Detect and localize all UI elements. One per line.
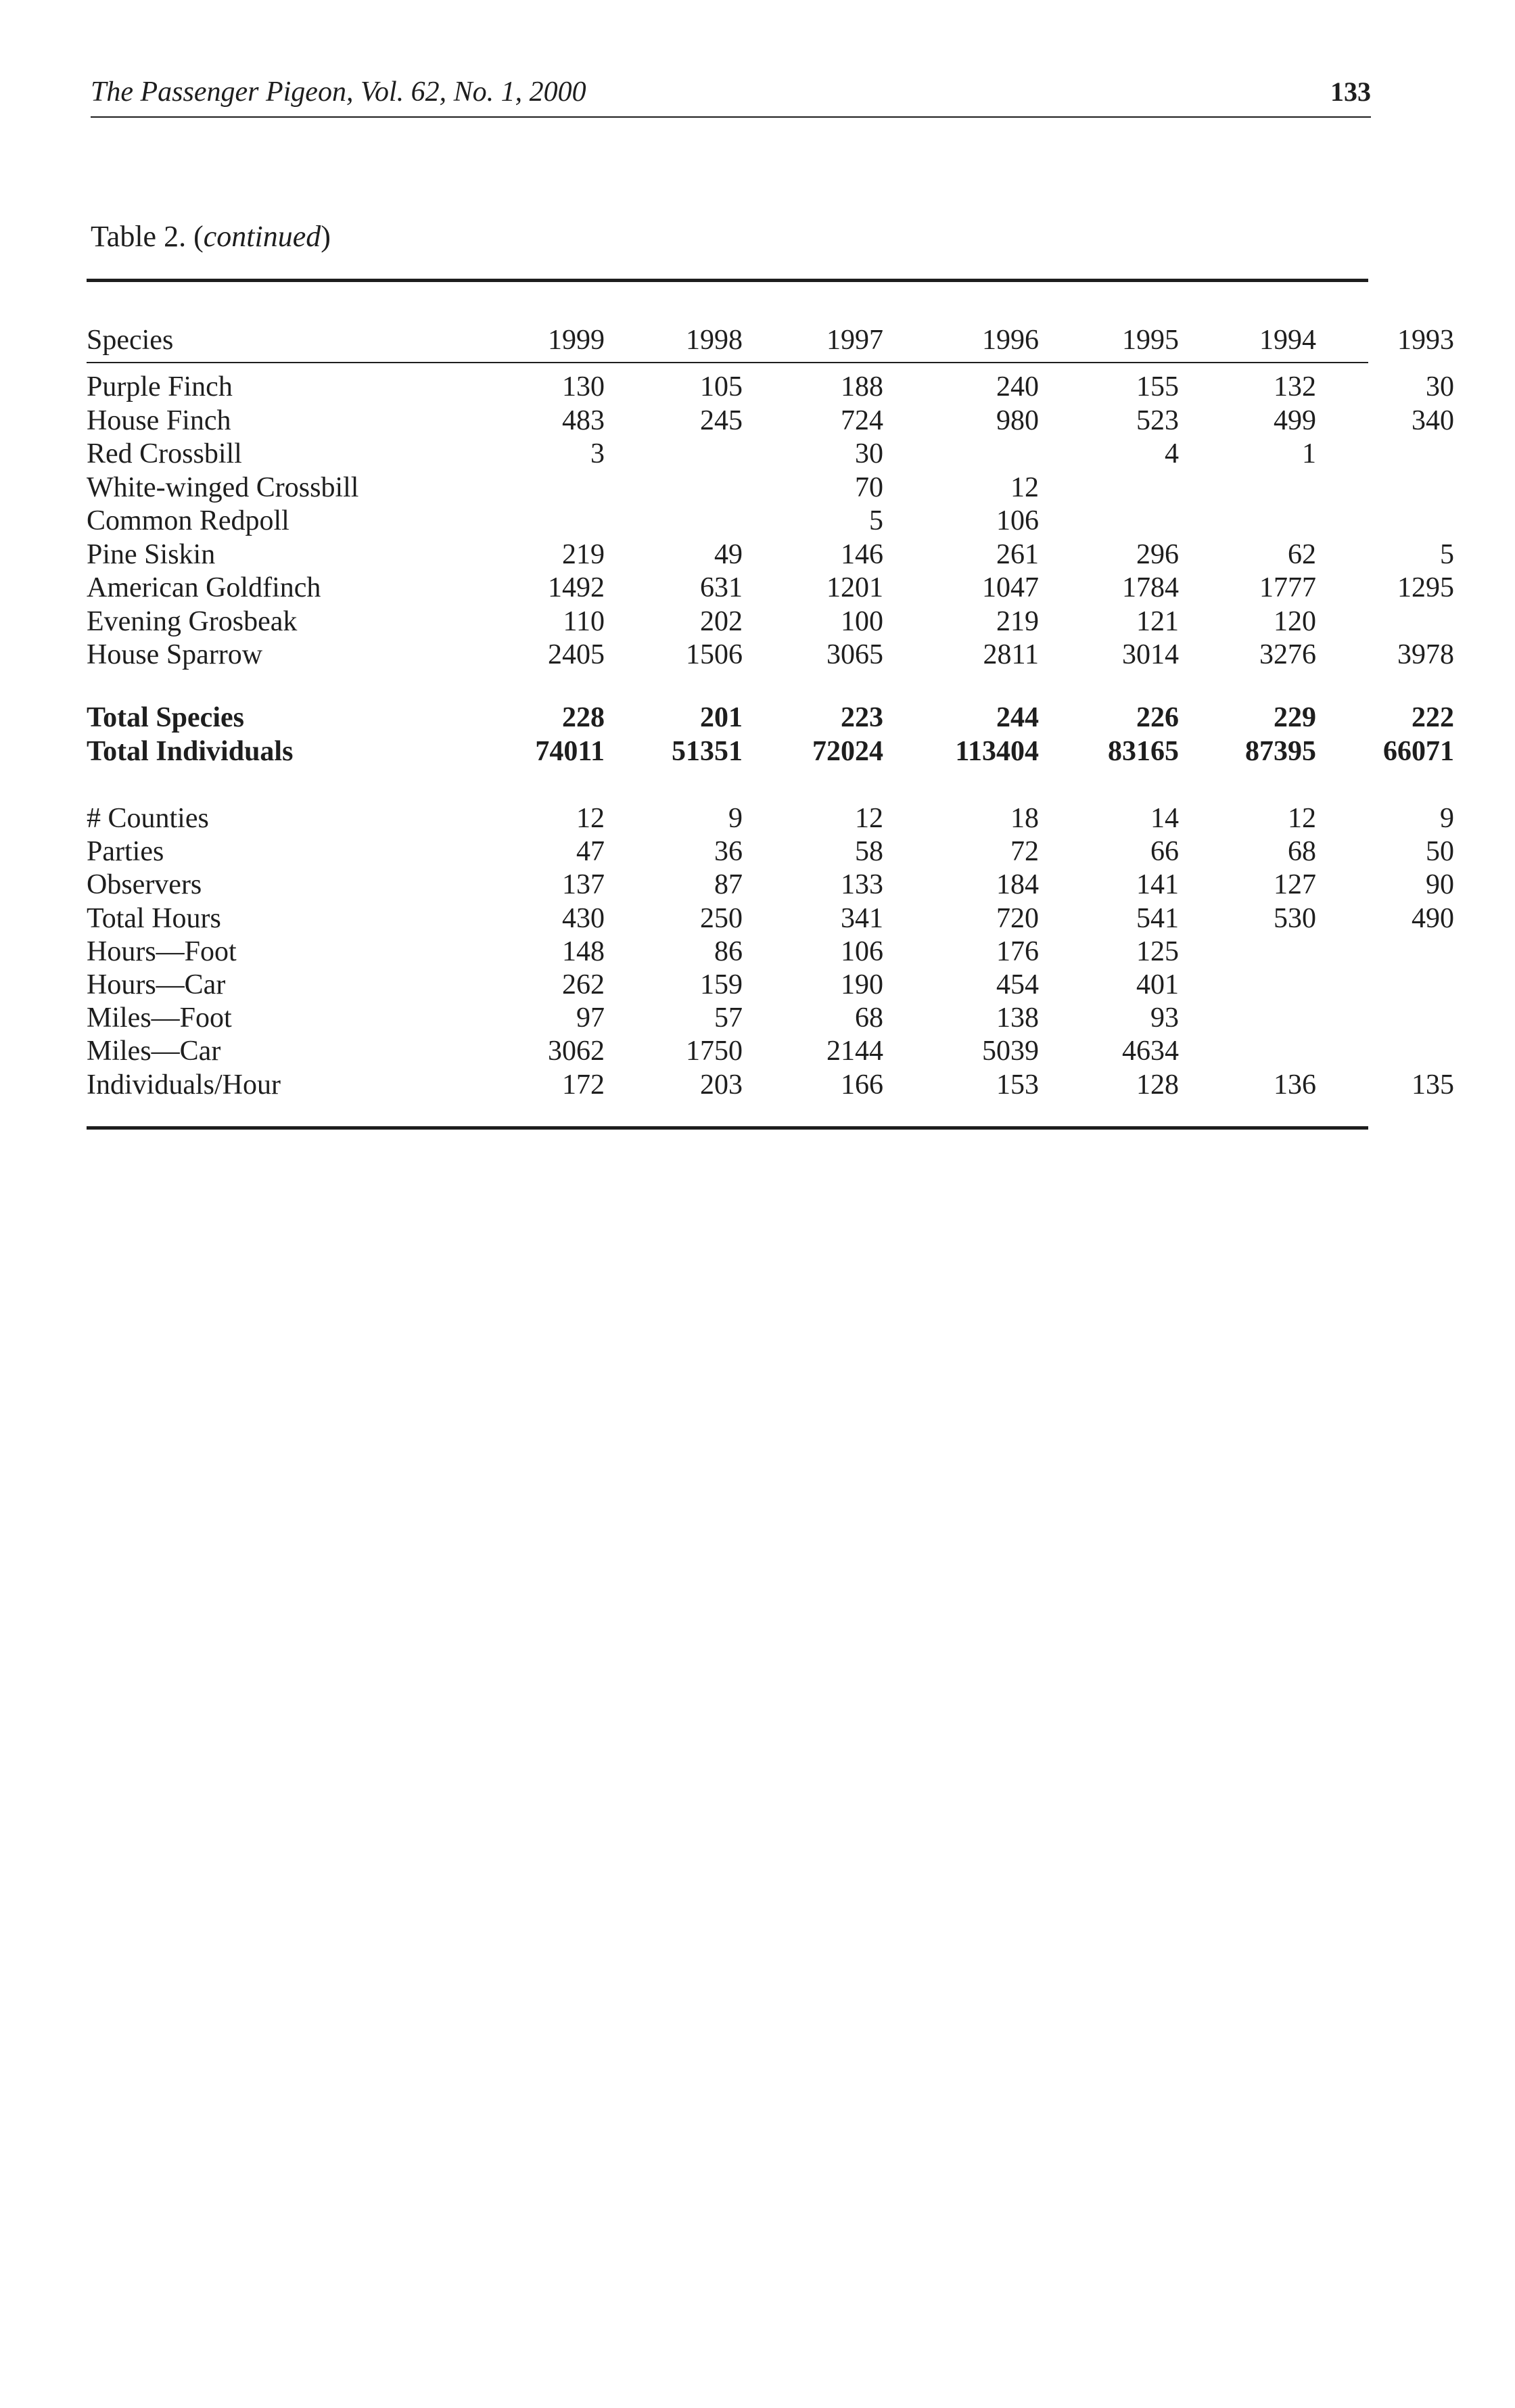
table-cell: 74011 — [535, 735, 605, 767]
caption-paren-open: ( — [193, 220, 204, 253]
column-header-1999: 1999 — [548, 325, 605, 356]
table-row — [87, 935, 1368, 969]
table-cell: 341 — [841, 902, 883, 934]
table-row — [87, 437, 1368, 471]
row-label: Parties — [87, 836, 164, 868]
table-row — [87, 605, 1368, 639]
row-label: Total Individuals — [87, 735, 294, 767]
table-row — [87, 735, 1454, 768]
table-row — [87, 638, 1454, 672]
table-cell: 490 — [1412, 902, 1454, 934]
row-label: Individuals/Hour — [87, 1069, 281, 1101]
table-cell: 1492 — [548, 572, 605, 603]
column-header-1995: 1995 — [1122, 325, 1179, 356]
row-label: White-winged Crossbill — [87, 471, 359, 503]
table-cell: 184 — [996, 869, 1039, 901]
table-cell: 137 — [562, 869, 605, 901]
table-cell: 68 — [1288, 836, 1316, 868]
table-cell: 172 — [562, 1069, 605, 1101]
table-cell: 66071 — [1383, 735, 1454, 767]
table-row — [87, 404, 1454, 438]
table-cell: 190 — [841, 969, 883, 1000]
table-row — [87, 538, 1454, 572]
table-cell: 51351 — [672, 735, 743, 767]
table-cell: 9 — [728, 803, 743, 834]
table-row — [87, 1034, 1368, 1068]
table-cell: 1201 — [826, 572, 883, 603]
table-cell: 130 — [562, 371, 605, 402]
table-row — [87, 1001, 1368, 1035]
table-cell: 66 — [1150, 836, 1179, 868]
table-cell: 250 — [700, 902, 743, 934]
table-row — [87, 471, 1368, 505]
row-label: Hours—Foot — [87, 935, 237, 967]
table-cell: 201 — [700, 702, 743, 733]
table-cell: 244 — [996, 702, 1039, 733]
table-cell: 454 — [996, 969, 1039, 1000]
table-cell: 240 — [996, 371, 1039, 402]
table-cell: 1506 — [686, 639, 743, 670]
table-cell: 30 — [1426, 371, 1454, 402]
table-cell: 12 — [1288, 803, 1316, 834]
table-cell: 146 — [841, 538, 883, 570]
caption-label: Table 2. — [91, 220, 187, 253]
column-header-1998: 1998 — [686, 325, 743, 356]
table-cell: 176 — [996, 935, 1039, 967]
table-cell: 296 — [1136, 538, 1179, 570]
table-cell: 1750 — [686, 1036, 743, 1067]
table-cell: 133 — [841, 869, 883, 901]
table-cell: 188 — [841, 371, 883, 402]
table-cell: 148 — [562, 935, 605, 967]
table-cell: 166 — [841, 1069, 883, 1101]
table-cell: 3062 — [548, 1036, 605, 1067]
table-cell: 430 — [562, 902, 605, 934]
table-cell: 483 — [562, 404, 605, 436]
column-header-1993: 1993 — [1397, 325, 1454, 356]
table-cell: 125 — [1136, 935, 1179, 967]
table-cell: 262 — [562, 969, 605, 1000]
table-caption — [91, 215, 331, 258]
table-cell: 2811 — [983, 639, 1039, 670]
table-cell: 155 — [1136, 371, 1179, 402]
table-cell: 223 — [841, 702, 883, 733]
table-cell: 4634 — [1122, 1036, 1179, 1067]
table-cell: 245 — [700, 404, 743, 436]
row-label: House Finch — [87, 404, 231, 436]
table-top-rule — [87, 279, 1368, 282]
table-cell: 203 — [700, 1069, 743, 1101]
table-cell: 128 — [1136, 1069, 1179, 1101]
table-row — [87, 701, 1454, 735]
table-cell: 5 — [869, 505, 883, 536]
running-header — [91, 68, 1371, 116]
table-cell: 87 — [714, 869, 743, 901]
page-number: 133 — [1330, 76, 1371, 107]
table-row — [87, 571, 1454, 605]
caption-paren-close: ) — [321, 220, 331, 253]
table-cell: 401 — [1136, 969, 1179, 1000]
row-label: House Sparrow — [87, 639, 263, 670]
header-underline-rule — [87, 362, 1368, 363]
table-cell: 141 — [1136, 869, 1179, 901]
journal-title: The Passenger Pigeon, Vol. 62, No. 1, 2000 — [91, 76, 586, 108]
column-header-species: Species — [87, 325, 174, 356]
table-cell: 106 — [841, 935, 883, 967]
table-cell: 153 — [996, 1069, 1039, 1101]
caption-continued: continued — [203, 220, 321, 253]
header-rule — [91, 116, 1371, 118]
row-label: Total Species — [87, 702, 244, 733]
table-cell: 541 — [1136, 902, 1179, 934]
table-cell: 110 — [563, 605, 605, 637]
table-cell: 121 — [1136, 605, 1179, 637]
table-cell: 100 — [841, 605, 883, 637]
row-label: Red Crossbill — [87, 438, 242, 469]
table-cell: 1047 — [982, 572, 1039, 603]
table-cell: 97 — [576, 1002, 605, 1034]
table-cell: 138 — [996, 1002, 1039, 1034]
table-bottom-rule — [87, 1126, 1368, 1130]
table-cell: 72 — [1010, 836, 1039, 868]
table-cell: 1784 — [1122, 572, 1179, 603]
table-cell: 720 — [996, 902, 1039, 934]
table-cell: 127 — [1274, 869, 1316, 901]
table-row — [87, 968, 1368, 1002]
table-cell: 631 — [700, 572, 743, 603]
table-cell: 70 — [855, 471, 883, 503]
table-cell: 105 — [700, 371, 743, 402]
column-header-1997: 1997 — [826, 325, 883, 356]
table-cell: 58 — [855, 836, 883, 868]
table-cell: 3 — [590, 438, 605, 469]
table-cell: 499 — [1274, 404, 1316, 436]
table-cell: 2144 — [826, 1036, 883, 1067]
row-label: Observers — [87, 869, 202, 901]
table-cell: 9 — [1440, 803, 1454, 834]
table-cell: 3276 — [1259, 639, 1316, 670]
table-cell: 340 — [1412, 404, 1454, 436]
row-label: # Counties — [87, 803, 209, 834]
table-cell: 57 — [714, 1002, 743, 1034]
table-cell: 5 — [1440, 538, 1454, 570]
row-label: Miles—Foot — [87, 1002, 232, 1034]
table-row — [87, 835, 1454, 869]
table-cell: 30 — [855, 438, 883, 469]
table-cell: 135 — [1412, 1069, 1454, 1101]
table-cell: 724 — [841, 404, 883, 436]
column-header-1996: 1996 — [982, 325, 1039, 356]
table-cell: 4 — [1165, 438, 1179, 469]
table-cell: 47 — [576, 836, 605, 868]
table-cell: 5039 — [982, 1036, 1039, 1067]
table-row — [87, 902, 1454, 935]
table-row — [87, 868, 1454, 902]
table-cell: 86 — [714, 935, 743, 967]
row-label: Evening Grosbeak — [87, 605, 298, 637]
table-cell: 132 — [1274, 371, 1316, 402]
table-row — [87, 504, 1368, 538]
table-cell: 2405 — [548, 639, 605, 670]
row-label: Pine Siskin — [87, 538, 216, 570]
table-cell: 1 — [1302, 438, 1316, 469]
table-cell: 36 — [714, 836, 743, 868]
table-cell: 1777 — [1259, 572, 1316, 603]
table-cell: 228 — [562, 702, 605, 733]
table-cell: 50 — [1426, 836, 1454, 868]
table-row — [87, 802, 1454, 835]
table-cell: 202 — [700, 605, 743, 637]
table-cell: 136 — [1274, 1069, 1316, 1101]
table-cell: 72024 — [812, 735, 883, 767]
table-cell: 530 — [1274, 902, 1316, 934]
table-cell: 3014 — [1122, 639, 1179, 670]
table-cell: 113404 — [955, 735, 1039, 767]
table-cell: 106 — [996, 505, 1039, 536]
row-label: Hours—Car — [87, 969, 226, 1000]
column-header-1994: 1994 — [1259, 325, 1316, 356]
table-cell: 222 — [1412, 702, 1454, 733]
row-label: American Goldfinch — [87, 572, 321, 603]
table-cell: 159 — [700, 969, 743, 1000]
table-cell: 1295 — [1397, 572, 1454, 603]
table-row — [87, 370, 1454, 404]
table-cell: 14 — [1150, 803, 1179, 834]
table-cell: 12 — [576, 803, 605, 834]
row-label: Total Hours — [87, 902, 221, 934]
table-cell: 93 — [1150, 1002, 1179, 1034]
table-cell: 62 — [1288, 538, 1316, 570]
column-header-row — [87, 323, 1454, 357]
table-cell: 120 — [1274, 605, 1316, 637]
table-cell: 523 — [1136, 404, 1179, 436]
table-cell: 229 — [1274, 702, 1316, 733]
table-cell: 3978 — [1397, 639, 1454, 670]
table-cell: 980 — [996, 404, 1039, 436]
table-cell: 90 — [1426, 869, 1454, 901]
table-cell: 12 — [855, 803, 883, 834]
table-cell: 219 — [996, 605, 1039, 637]
table-cell: 18 — [1010, 803, 1039, 834]
row-label: Common Redpoll — [87, 505, 289, 536]
table-cell: 68 — [855, 1002, 883, 1034]
table-cell: 49 — [714, 538, 743, 570]
table-cell: 219 — [562, 538, 605, 570]
table-cell: 12 — [1010, 471, 1039, 503]
table-cell: 226 — [1136, 702, 1179, 733]
table-row — [87, 1068, 1454, 1102]
row-label: Miles—Car — [87, 1036, 221, 1067]
row-label: Purple Finch — [87, 371, 233, 402]
table-cell: 3065 — [826, 639, 883, 670]
table-cell: 83165 — [1108, 735, 1179, 767]
table-cell: 261 — [996, 538, 1039, 570]
table-cell: 87395 — [1245, 735, 1316, 767]
